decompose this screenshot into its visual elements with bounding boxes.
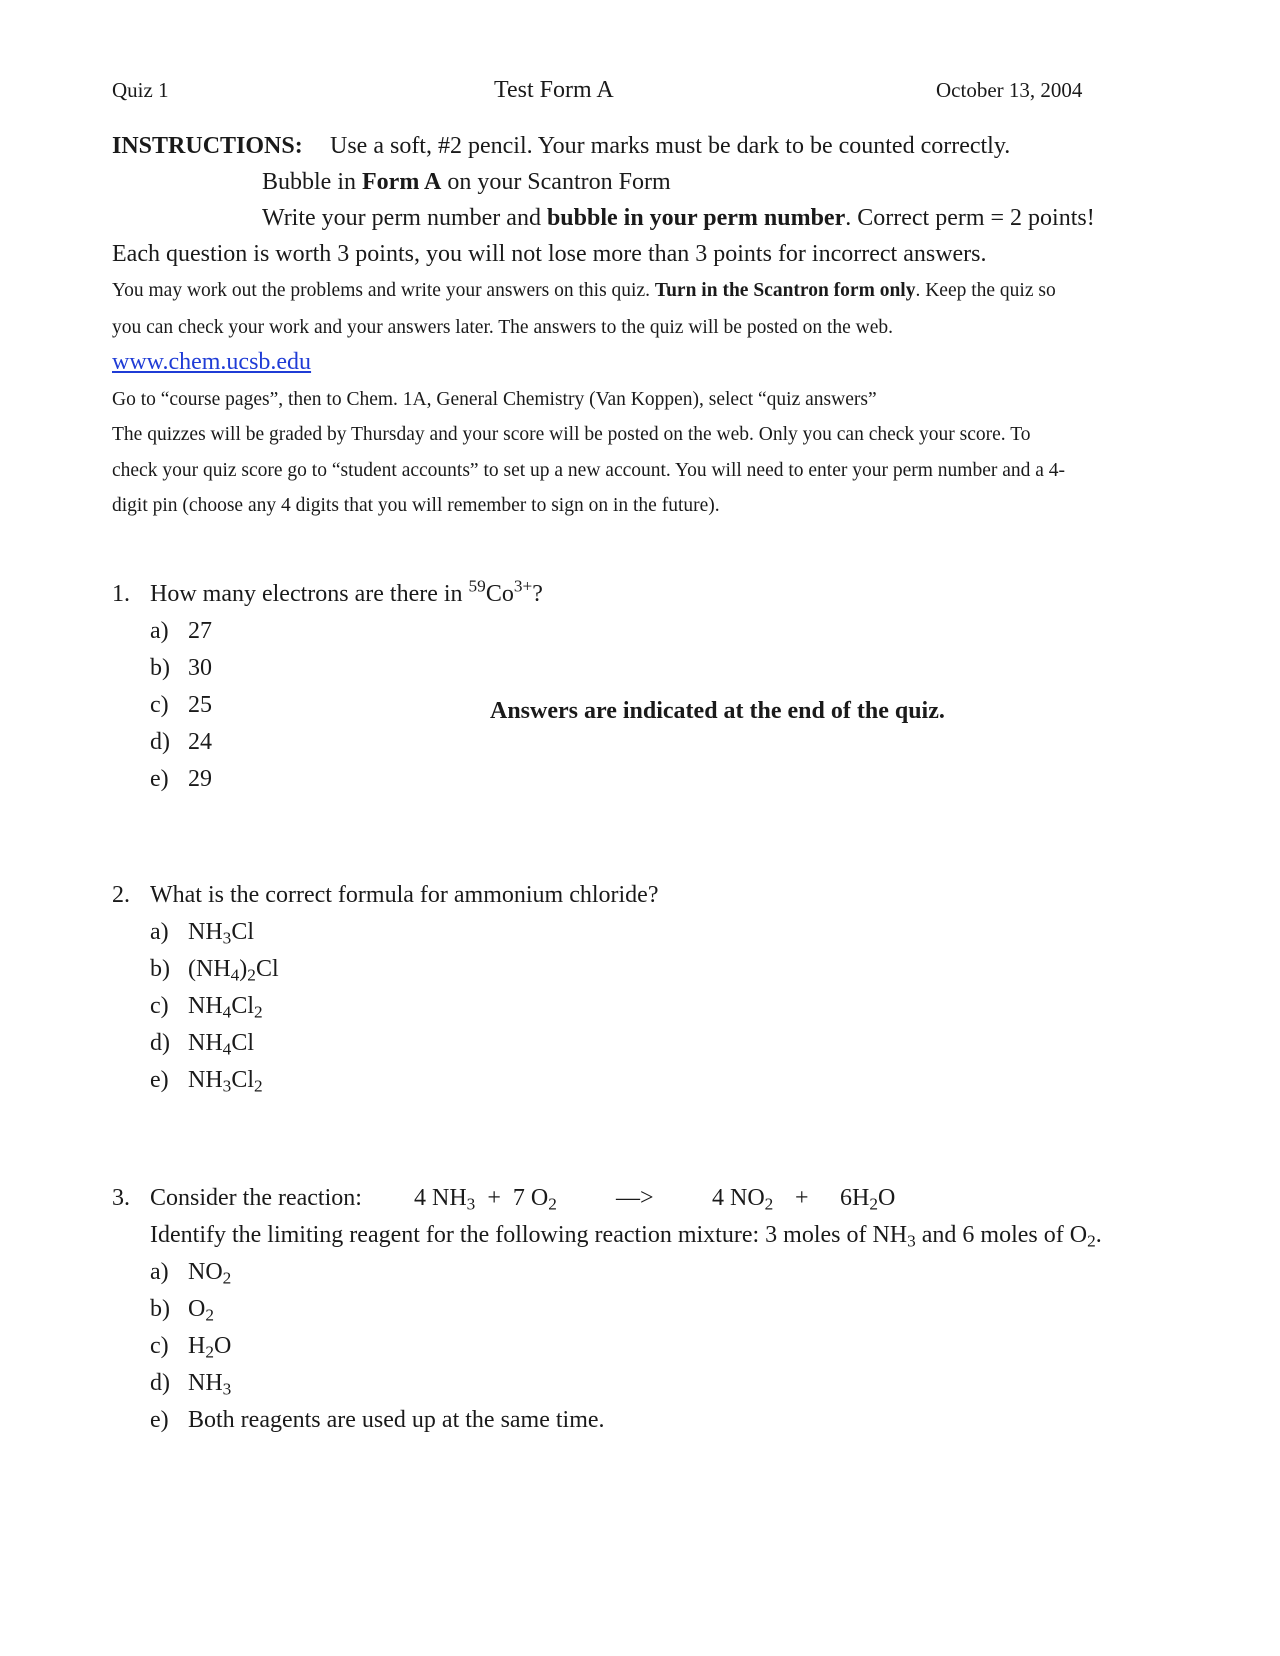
- instructions-text: on your Scantron Form: [441, 169, 671, 195]
- question-text: What is the correct formula for ammonium chloride?: [150, 882, 659, 908]
- reaction-arrow: —>: [616, 1185, 654, 1211]
- question-text: How many electrons are there in: [150, 581, 469, 607]
- question-number: 1.: [112, 581, 130, 607]
- q2-option-c: [150, 989, 263, 1023]
- option-formula: $O_2$: [188, 1296, 214, 1325]
- work-instructions-line-2: you can check your work and your answers later. The answers to the quiz will be posted on the web.: [112, 317, 894, 338]
- question-number: 2.: [112, 882, 130, 908]
- instructions-line-2: [262, 165, 671, 199]
- q1-option-e: [150, 762, 212, 796]
- q3-option-e: [150, 1403, 605, 1437]
- q1-option-a: [150, 614, 212, 648]
- quiz-date: October 13, 2004: [936, 78, 1083, 102]
- plus-sign: +: [795, 1185, 809, 1211]
- question-number: 3.: [112, 1185, 130, 1211]
- instructions-pencil: Use a soft, #2 pencil. Your marks must be dark to be counted correctly.: [330, 133, 1011, 159]
- question-text: Identify the limiting reagent for the following reaction mixture: 3 moles of NH: [150, 1222, 908, 1248]
- option-letter: e): [150, 1067, 169, 1093]
- option-letter: b): [150, 655, 170, 681]
- option-letter: d): [150, 1030, 170, 1056]
- question-text: .: [1095, 1222, 1102, 1248]
- question-1: [112, 577, 543, 611]
- grading-info-line-3: digit pin (choose any 4 digits that you will remember to sign on in the future).: [112, 495, 720, 516]
- q1-option-d: [150, 725, 212, 759]
- isotope-mass-number: 59: [468, 576, 486, 596]
- question-3: [112, 1181, 362, 1215]
- q3-option-c: [150, 1329, 231, 1363]
- instructions-line-3: [262, 201, 1095, 235]
- product-water: $6H_2O$: [840, 1185, 896, 1214]
- course-pages-directions: Go to “course pages”, then to Chem. 1A, General Chemistry (Van Koppen), select “quiz answers”: [112, 389, 877, 410]
- option-letter: b): [150, 1296, 170, 1322]
- option-letter: a): [150, 618, 169, 644]
- option-formula: $(NH_4)_2Cl$: [188, 956, 279, 985]
- option-letter: c): [150, 993, 169, 1019]
- option-letter: e): [150, 1407, 169, 1433]
- option-letter: a): [150, 919, 169, 945]
- quiz-number: Quiz 1: [112, 78, 169, 102]
- answers-note: Answers are indicated at the end of the quiz.: [490, 698, 945, 724]
- question-text: and 6 moles of O: [915, 1222, 1088, 1248]
- question-text: Consider the reaction:: [150, 1185, 362, 1211]
- points-statement: Each question is worth 3 points, you will not lose more than 3 points for incorrect answers.: [112, 241, 987, 267]
- option-text: 27: [188, 618, 212, 644]
- instructions-text: Bubble in: [262, 169, 362, 195]
- q1-option-c: [150, 688, 212, 722]
- element-symbol: Co: [485, 581, 514, 607]
- option-text: 25: [188, 692, 212, 718]
- option-letter: a): [150, 1259, 169, 1285]
- option-formula: $NH_4Cl$: [188, 1030, 254, 1059]
- instructions-text: . Keep the quiz so: [915, 280, 1056, 301]
- instructions-bold: Form A: [362, 169, 442, 195]
- q2-option-b: [150, 952, 279, 986]
- q2-option-d: [150, 1026, 254, 1060]
- instructions-bold: bubble in your perm number: [546, 205, 846, 231]
- q1-option-b: [150, 651, 212, 685]
- ion-charge: 3+: [513, 576, 533, 596]
- option-formula: $NH_3$: [188, 1370, 232, 1399]
- option-formula: $NH_3Cl_2$: [188, 1067, 263, 1096]
- grading-info-line-1: The quizzes will be graded by Thursday and your score will be posted on the web. Only you can check your score. To: [112, 424, 1031, 445]
- option-text: Both reagents are used up at the same time.: [188, 1407, 605, 1433]
- question-2: [112, 878, 658, 912]
- instructions-line-1: [112, 129, 1010, 163]
- option-text: 30: [188, 655, 212, 681]
- option-text: 29: [188, 766, 212, 792]
- question-mark: ?: [532, 581, 543, 607]
- product-no2: 4 $NO_2$: [712, 1185, 774, 1214]
- option-letter: b): [150, 956, 170, 982]
- work-instructions-line-1: [112, 276, 1056, 306]
- option-formula: $NH_4Cl_2$: [188, 993, 263, 1022]
- instructions-label: INSTRUCTIONS:: [112, 133, 303, 159]
- option-letter: d): [150, 729, 170, 755]
- option-formula: $NH_3Cl$: [188, 919, 254, 948]
- instructions-bold: Turn in the Scantron form only: [654, 280, 916, 301]
- test-form-title: Test Form A: [494, 77, 614, 103]
- option-letter: c): [150, 1333, 169, 1359]
- option-formula: $H_2O$: [188, 1333, 232, 1362]
- q3-option-d: [150, 1366, 231, 1400]
- reactants: 4 $NH_3 + 7$ $O_2$: [414, 1185, 557, 1214]
- q3-option-a: [150, 1255, 231, 1289]
- limiting-reagent-prompt: Identify the limiting reagent for the following reaction mixture: 3 moles of $NH_3$ and 6 moles of $O_2$.: [150, 1222, 1102, 1251]
- instructions-text: . Correct perm = 2 points!: [845, 205, 1095, 231]
- instructions-text: You may work out the problems and write your answers on this quiz.: [112, 280, 655, 301]
- q3-option-b: [150, 1292, 214, 1326]
- option-text: 24: [188, 729, 212, 755]
- instructions-text: Write your perm number and: [262, 205, 547, 231]
- link-line: [112, 345, 311, 379]
- grading-info-line-2: check your quiz score go to “student accounts” to set up a new account. You will need to enter your perm number and a 4-: [112, 460, 1066, 481]
- q2-option-e: [150, 1063, 263, 1097]
- option-formula: $NO_2$: [188, 1259, 232, 1288]
- q2-option-a: [150, 915, 254, 949]
- option-letter: d): [150, 1370, 170, 1396]
- chem-website-link[interactable]: www.chem.ucsb.edu: [112, 349, 312, 375]
- option-letter: e): [150, 766, 169, 792]
- option-letter: c): [150, 692, 169, 718]
